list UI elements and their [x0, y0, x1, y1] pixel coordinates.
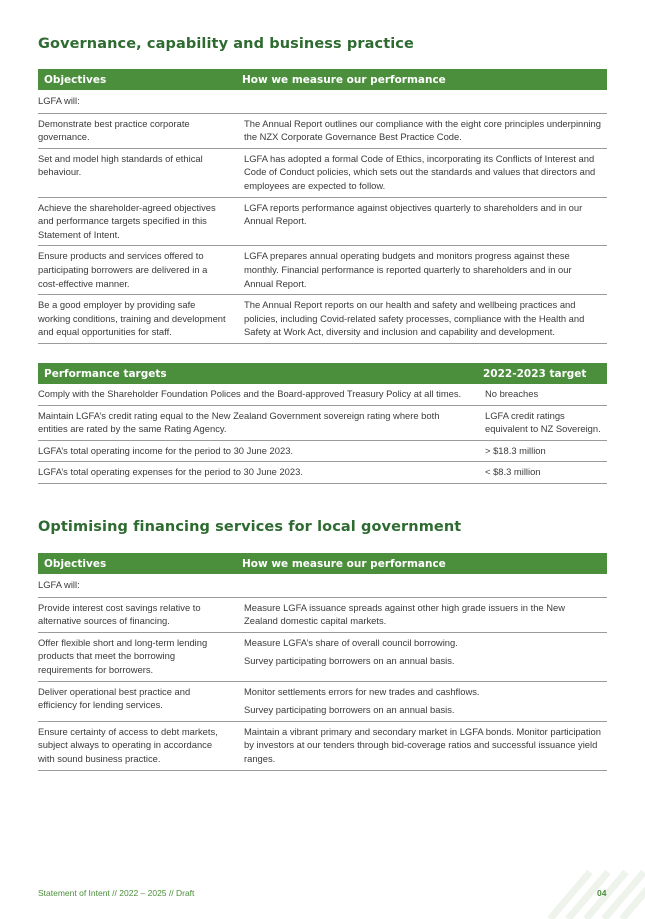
table-row [38, 405, 607, 440]
measure-cell [236, 721, 607, 770]
measure-text: The Annual Report reports on our health and safety and wellbeing practices and policies, including Covid-related safety processes, compliance with the Health and Safety at Work Act, diversity and inclusion and capability and development. [244, 299, 585, 338]
intro-text: LGFA will: [38, 90, 607, 113]
measure-cell [236, 632, 607, 681]
table-row [38, 148, 607, 197]
governance-objectives-table [38, 69, 607, 344]
financing-objectives-table [38, 553, 607, 771]
objective-cell: Ensure products and services offered to participating borrowers are delivered in a cost-effective manner. [38, 246, 236, 295]
measure-cell [236, 246, 607, 295]
table-row [38, 440, 607, 462]
target-description-cell: LGFA’s total operating income for the period to 30 June 2023. [38, 440, 477, 462]
measure-text: LGFA reports performance against objectives quarterly to shareholders and in our Annual Report. [244, 201, 583, 227]
table-row [38, 721, 607, 770]
objective-cell: Ensure certainty of access to debt markets, subject always to operating in accordance with sound business practice. [38, 721, 236, 770]
table-row [38, 113, 607, 148]
target-value-cell: LGFA credit ratings equivalent to NZ Sovereign. [477, 405, 607, 440]
column-header-performance-targets: Performance targets [38, 363, 477, 384]
target-value-cell: > $18.3 million [477, 440, 607, 462]
table-intro-row [38, 90, 607, 113]
measure-cell [236, 148, 607, 197]
table-row [38, 632, 607, 681]
objective-cell: Be a good employer by providing safe working conditions, training and development and equal opportunities for staff. [38, 295, 236, 344]
column-header-objectives: Objectives [38, 553, 236, 574]
table-intro-row [38, 574, 607, 597]
target-description-cell: LGFA’s total operating expenses for the period to 30 June 2023. [38, 462, 477, 484]
intro-text: LGFA will: [38, 574, 607, 597]
table-row [38, 197, 607, 246]
measure-cell [236, 113, 607, 148]
section-heading-financing: Optimising financing services for local government [38, 519, 462, 535]
objective-cell: Provide interest cost savings relative to alternative sources of financing. [38, 597, 236, 632]
objective-cell: Set and model high standards of ethical behaviour. [38, 148, 236, 197]
measure-text: Measure LGFA issuance spreads against other high grade issuers in the New Zealand domestic capital markets. [244, 601, 566, 627]
table-row [38, 462, 607, 484]
column-header-measure: How we measure our performance [236, 69, 607, 90]
column-header-measure: How we measure our performance [236, 553, 607, 574]
performance-targets-table [38, 363, 607, 484]
measure-text: The Annual Report outlines our compliance with the eight core principles underpinning the NZX Corporate Governance Best Practice Code. [244, 117, 601, 143]
section-heading-governance: Governance, capability and business practice [38, 36, 414, 52]
objective-cell: Demonstrate best practice corporate governance. [38, 113, 236, 148]
table-row [38, 295, 607, 344]
target-value-cell: < $8.3 million [477, 462, 607, 484]
objective-cell: Offer flexible short and long-term lending products that meet the borrowing requirements for borrowers. [38, 632, 236, 681]
objective-cell: Deliver operational best practice and efficiency for lending services. [38, 681, 236, 721]
measure-text: LGFA has adopted a formal Code of Ethics, incorporating its Conflicts of Interest and Code of Conduct policies, which sets out the standards and values that directors and employees are expected to follow. [244, 152, 596, 191]
measure-text: Survey participating borrowers on an annual basis. [244, 655, 455, 667]
measure-cell [236, 681, 607, 721]
target-description-cell: Maintain LGFA’s credit rating equal to the New Zealand Government sovereign rating where both entities are rated by the same Rating Agency. [38, 405, 477, 440]
measure-text: Survey participating borrowers on an annual basis. [244, 704, 455, 716]
page-number: 04 [597, 888, 607, 898]
footer-text: Statement of Intent // 2022 – 2025 // Draft [38, 888, 195, 898]
target-description-cell: Comply with the Shareholder Foundation Polices and the Board-approved Treasury Policy at all times. [38, 384, 477, 405]
target-value-cell: No breaches [477, 384, 607, 405]
column-header-objectives: Objectives [38, 69, 236, 90]
measure-text: Measure LGFA’s share of overall council borrowing. [244, 636, 458, 648]
decorative-stripes [520, 862, 645, 919]
table-row [38, 597, 607, 632]
measure-cell [236, 597, 607, 632]
table-row [38, 681, 607, 721]
column-header-target-year: 2022-2023 target [477, 363, 607, 384]
table-row [38, 384, 607, 405]
measure-text: Maintain a vibrant primary and secondary market in LGFA bonds. Monitor participation by investors at our tenders through bid-coverage ratios and successful issuance yield ranges. [244, 725, 601, 764]
objective-cell: Achieve the shareholder-agreed objectives and performance targets specified in this Statement of Intent. [38, 197, 236, 246]
measure-text: Monitor settlements errors for new trades and cashflows. [244, 685, 480, 697]
measure-cell [236, 295, 607, 344]
measure-text: LGFA prepares annual operating budgets and monitors progress against these monthly. Financial performance is reported quarterly to shareholders and in our Annual Report. [244, 250, 572, 289]
measure-cell [236, 197, 607, 246]
table-row [38, 246, 607, 295]
